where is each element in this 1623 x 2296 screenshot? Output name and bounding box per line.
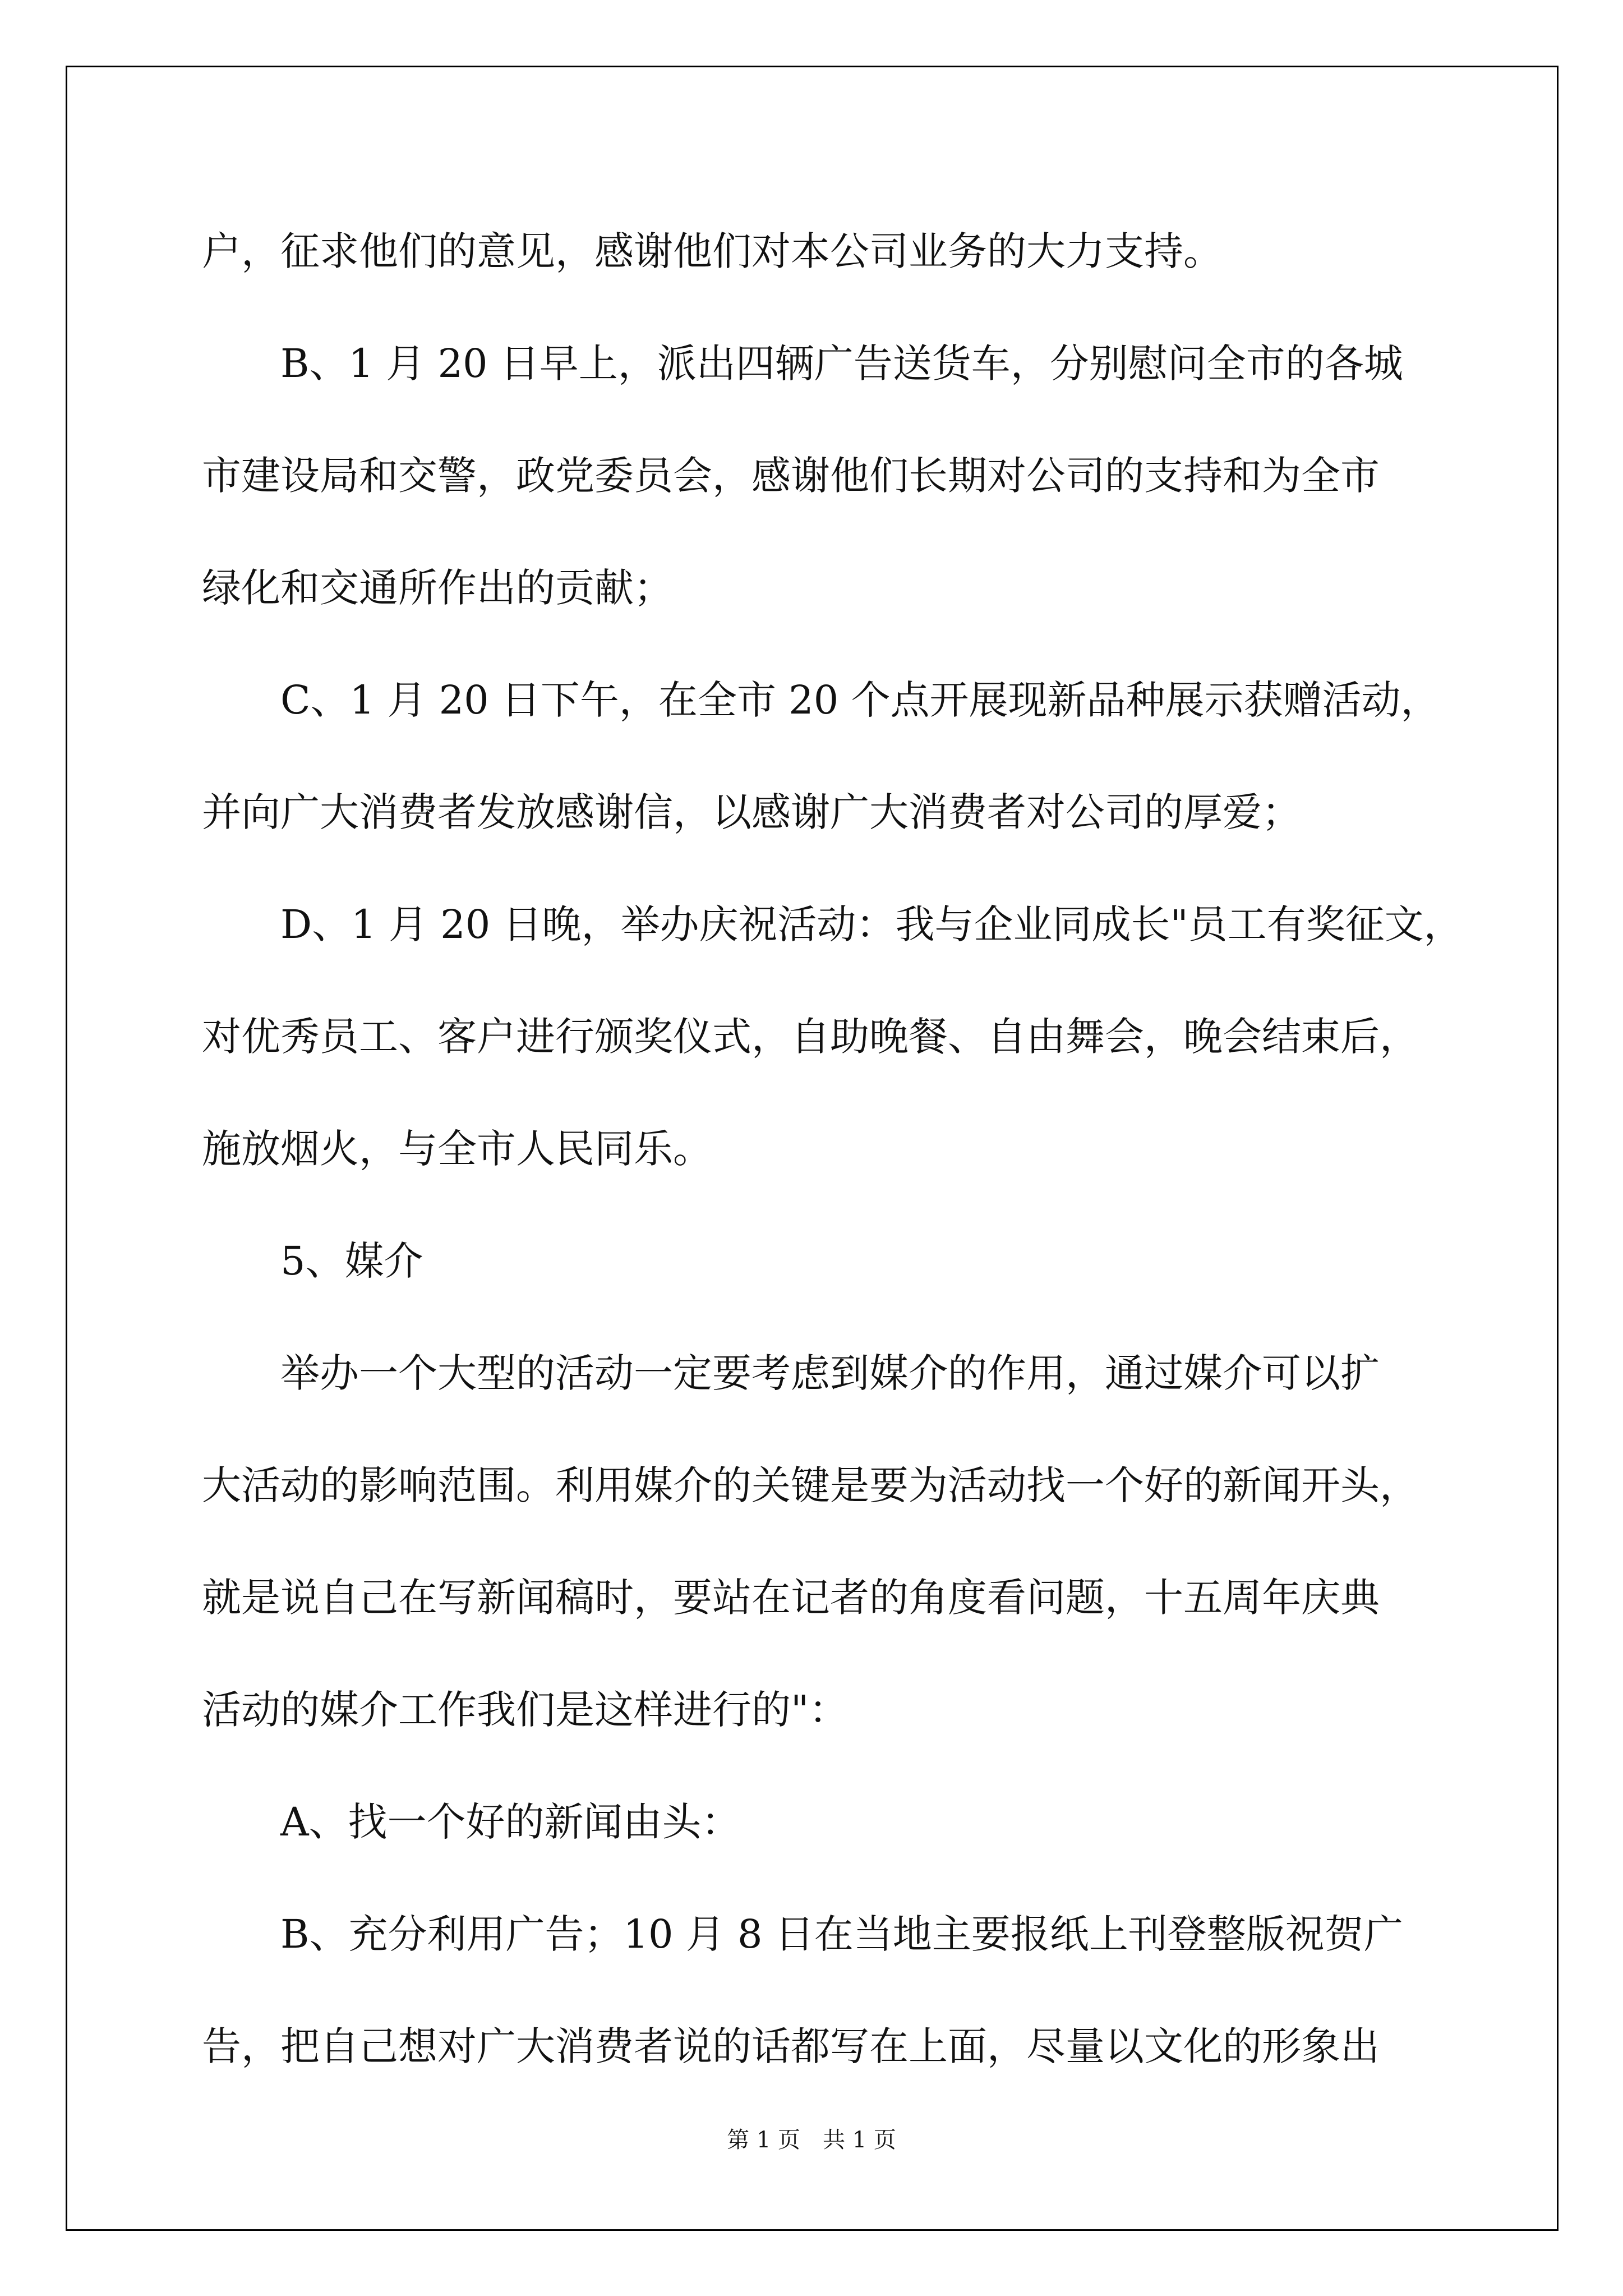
body-line: A、找一个好的新闻由头： xyxy=(202,1799,741,1845)
section-heading: 5、媒介 xyxy=(202,1238,423,1284)
body-line: 就是说自己在写新闻稿时，要站在记者的角度看问题，十五周年庆典 xyxy=(202,1575,1380,1621)
body-line: 施放烟火，与全市人民同乐。 xyxy=(202,1126,712,1172)
body-line: C、1 月 20 日下午，在全市 20 个点开展现新品种展示获赠活动， xyxy=(202,677,1440,723)
body-line: D、1 月 20 日晚，举办庆祝活动：我与企业同成长"员工有奖征文， xyxy=(202,901,1463,947)
body-line: 对优秀员工、客户进行颁奖仪式，自助晚餐、自由舞会，晚会结束后， xyxy=(202,1014,1419,1060)
body-line: 户，征求他们的意见，感谢他们对本公司业务的大力支持。 xyxy=(202,228,1223,274)
body-line: B、1 月 20 日早上，派出四辆广告送货车，分别慰问全市的各城 xyxy=(202,341,1403,386)
body-line: 市建设局和交警，政党委员会，感谢他们长期对公司的支持和为全市 xyxy=(202,453,1380,499)
body-line: 告，把自己想对广大消费者说的话都写在上面，尽量以文化的形象出 xyxy=(202,2023,1380,2069)
body-line: 绿化和交通所作出的贡献； xyxy=(202,565,673,611)
body-line: 大活动的影响范围。利用媒介的关键是要为活动找一个好的新闻开头， xyxy=(202,1462,1419,1508)
body-line: 举办一个大型的活动一定要考虑到媒介的作用，通过媒介可以扩 xyxy=(202,1350,1380,1396)
body-line: 活动的媒介工作我们是这样进行的"： xyxy=(202,1687,849,1733)
page-number-footer: 第 1 页 共 1 页 xyxy=(727,2127,896,2153)
body-line: 并向广大消费者发放感谢信，以感谢广大消费者对公司的厚爱； xyxy=(202,789,1301,835)
body-line: B、充分利用广告；10 月 8 日在当地主要报纸上刊登整版祝贺广 xyxy=(202,1911,1403,1957)
